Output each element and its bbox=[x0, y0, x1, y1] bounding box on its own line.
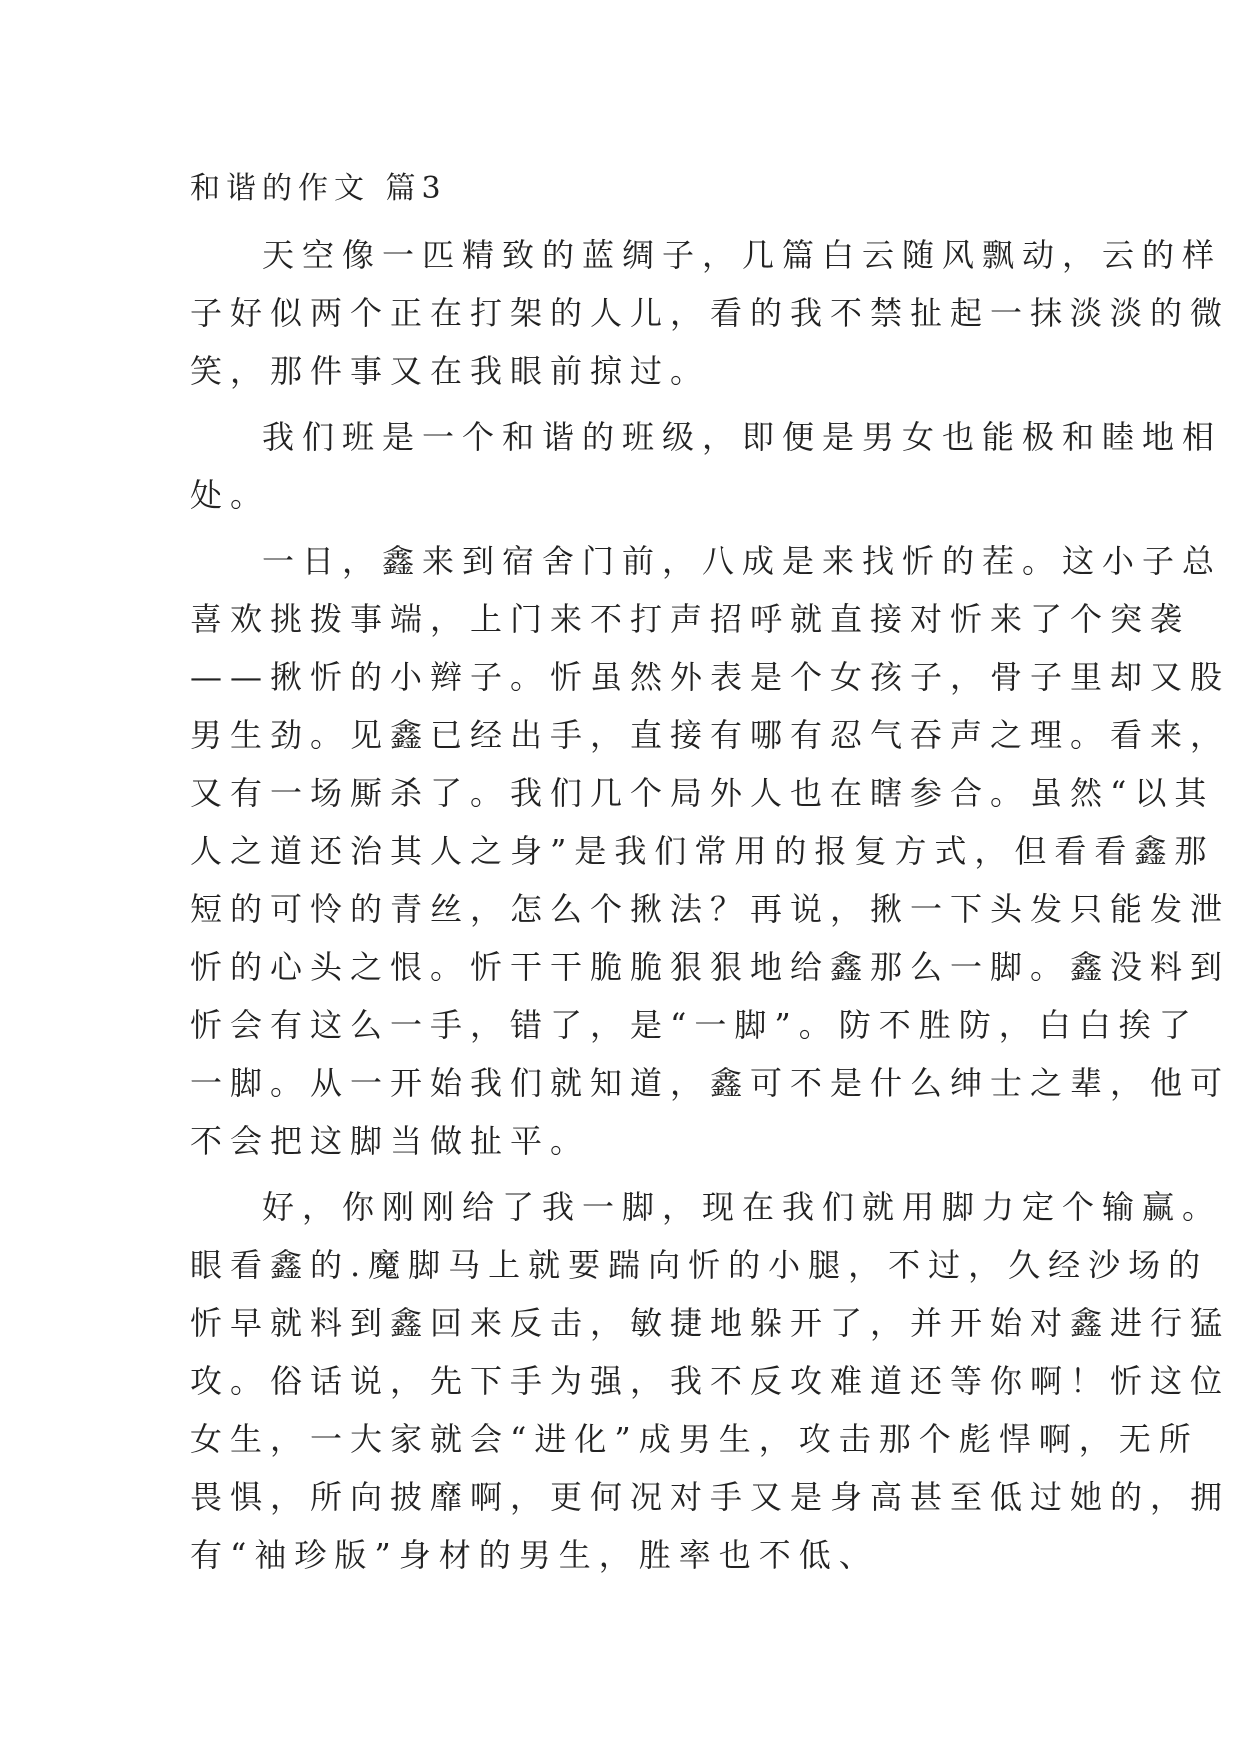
document-body bbox=[190, 160, 1231, 1592]
paragraph-4 bbox=[190, 1178, 1231, 1584]
text-line: 处。 bbox=[190, 476, 271, 514]
text-line: 一脚。从一开始我们就知道，鑫可不是什么绅士之辈，他可 bbox=[190, 1064, 1231, 1102]
text-line: 笑，那件事又在我眼前掠过。 bbox=[190, 352, 711, 390]
text-line: 男生劲。见鑫已经出手，直接有哪有忍气吞声之理。看来， bbox=[190, 716, 1231, 754]
text-line: 女生，一大家就会“进化”成男生，攻击那个彪悍啊，无所 bbox=[190, 1420, 1199, 1458]
text-line: 天空像一匹精致的蓝绸子，几篇白云随风飘动，云的样 bbox=[262, 236, 1223, 274]
text-line: 攻。俗话说，先下手为强，我不反攻难道还等你啊！忻这位 bbox=[190, 1362, 1231, 1400]
text-line: 忻会有这么一手，错了，是“一脚”。防不胜防，白白挨了 bbox=[190, 1006, 1199, 1044]
text-line: 喜欢挑拨事端，上门来不打声招呼就直接对忻来了个突袭 bbox=[190, 600, 1191, 638]
text-line: 眼看鑫的.魔脚马上就要踹向忻的小腿，不过，久经沙场的 bbox=[190, 1246, 1209, 1284]
text-line: 短的可怜的青丝，怎么个揪法？再说，揪一下头发只能发泄 bbox=[190, 890, 1231, 928]
paragraph-2 bbox=[190, 408, 1223, 524]
paragraph-1 bbox=[190, 226, 1231, 400]
text-line: 子好似两个正在打架的人儿，看的我不禁扯起一抹淡淡的微 bbox=[190, 294, 1231, 332]
text-line: ——揪忻的小辫子。忻虽然外表是个女孩子，骨子里却又股 bbox=[190, 658, 1231, 696]
text-line: 人之道还治其人之身”是我们常用的报复方式，但看看鑫那 bbox=[190, 832, 1215, 870]
text-line: 我们班是一个和谐的班级，即便是男女也能极和睦地相 bbox=[262, 418, 1223, 456]
paragraph-3 bbox=[190, 532, 1231, 1170]
text-line: 忻的心头之恨。忻干干脆脆狠狠地给鑫那么一脚。鑫没料到 bbox=[190, 948, 1231, 986]
text-line: 畏惧，所向披靡啊，更何况对手又是身高甚至低过她的，拥 bbox=[190, 1478, 1231, 1516]
text-line: 有“袖珍版”身材的男生，胜率也不低、 bbox=[190, 1536, 879, 1574]
text-line: 又有一场厮杀了。我们几个局外人也在瞎参合。虽然“以其 bbox=[190, 774, 1215, 812]
text-line: 忻早就料到鑫回来反击，敏捷地躲开了，并开始对鑫进行猛 bbox=[190, 1304, 1231, 1342]
text-line: 好，你刚刚给了我一脚，现在我们就用脚力定个输赢。 bbox=[262, 1188, 1223, 1226]
text-line: 一日，鑫来到宿舍门前，八成是来找忻的茬。这小子总 bbox=[262, 542, 1223, 580]
essay-title: 和谐的作文 篇3 bbox=[190, 171, 447, 206]
text-line: 不会把这脚当做扯平。 bbox=[190, 1122, 591, 1160]
